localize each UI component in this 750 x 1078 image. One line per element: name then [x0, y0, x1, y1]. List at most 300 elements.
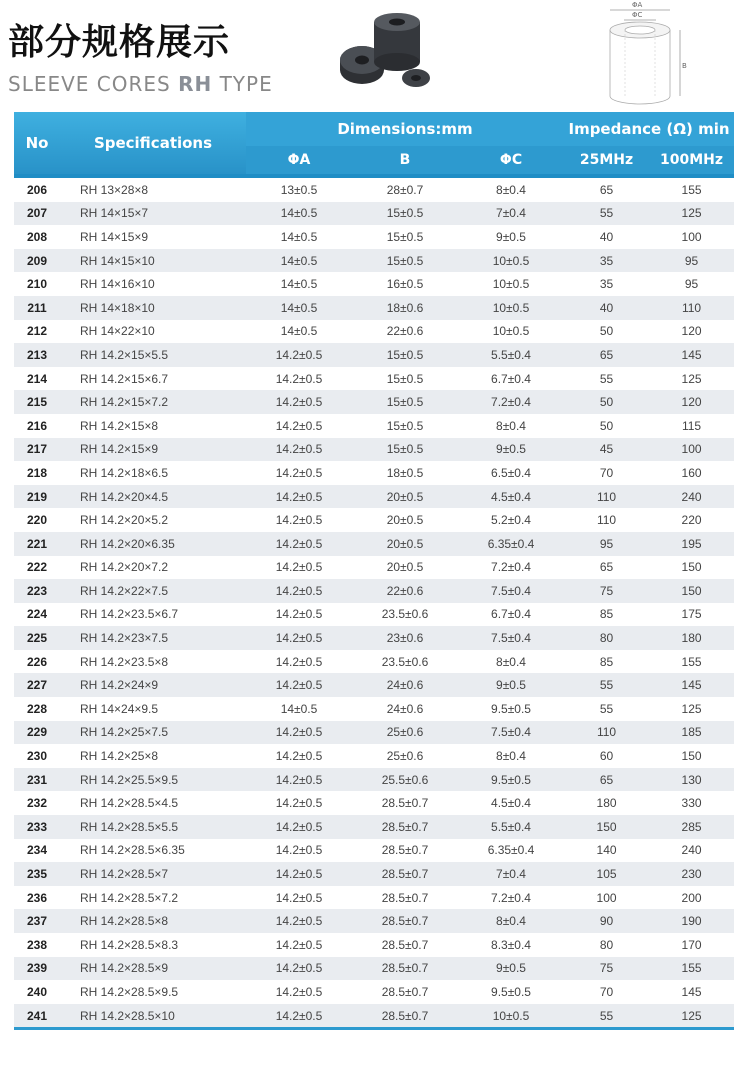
cell-phi-a: 14.2±0.5 — [246, 815, 352, 839]
cell-z100: 170 — [649, 933, 734, 957]
cell-phi-a: 14.2±0.5 — [246, 626, 352, 650]
table-row — [14, 178, 734, 202]
cell-b: 22±0.6 — [352, 320, 458, 344]
table-row — [14, 957, 734, 981]
cell-z100: 155 — [649, 178, 734, 202]
cell-no: 209 — [14, 249, 60, 273]
cell-phi-c: 7.5±0.4 — [458, 721, 564, 745]
table-row — [14, 721, 734, 745]
cell-b: 28.5±0.7 — [352, 933, 458, 957]
cell-no: 229 — [14, 721, 60, 745]
cell-no: 231 — [14, 768, 60, 792]
cell-z100: 145 — [649, 343, 734, 367]
cell-no: 214 — [14, 367, 60, 391]
cell-no: 213 — [14, 343, 60, 367]
cell-no: 206 — [14, 178, 60, 202]
cell-no: 216 — [14, 414, 60, 438]
cell-no: 215 — [14, 390, 60, 414]
table-row — [14, 744, 734, 768]
subtitle-prefix: SLEEVE CORES — [8, 72, 179, 96]
cell-b: 15±0.5 — [352, 249, 458, 273]
cell-z100: 125 — [649, 367, 734, 391]
cell-phi-c: 7.5±0.4 — [458, 579, 564, 603]
col-group-impedance: Impedance (Ω) min — [564, 112, 734, 146]
cell-phi-c: 8±0.4 — [458, 909, 564, 933]
cell-b: 28.5±0.7 — [352, 839, 458, 863]
cell-z25: 75 — [564, 579, 649, 603]
cell-no: 236 — [14, 886, 60, 910]
cell-phi-a: 14.2±0.5 — [246, 532, 352, 556]
cell-phi-c: 8±0.4 — [458, 414, 564, 438]
table-bottom-line — [14, 1027, 734, 1030]
cell-phi-c: 10±0.5 — [458, 272, 564, 296]
cell-z100: 120 — [649, 320, 734, 344]
cell-spec: RH 14.2×28.5×8 — [60, 909, 246, 933]
cell-spec: RH 14.2×25.5×9.5 — [60, 768, 246, 792]
sleeve-cores-image — [330, 12, 450, 92]
cell-b: 20±0.5 — [352, 532, 458, 556]
cell-no: 237 — [14, 909, 60, 933]
cell-no: 218 — [14, 461, 60, 485]
table-row — [14, 508, 734, 532]
cell-phi-c: 9±0.5 — [458, 957, 564, 981]
cell-spec: RH 14.2×20×5.2 — [60, 508, 246, 532]
cell-phi-c: 4.5±0.4 — [458, 791, 564, 815]
table-row — [14, 791, 734, 815]
cell-spec: RH 14.2×15×7.2 — [60, 390, 246, 414]
cell-spec: RH 14×18×10 — [60, 296, 246, 320]
cell-b: 28.5±0.7 — [352, 980, 458, 1004]
cell-no: 219 — [14, 485, 60, 509]
cell-z100: 95 — [649, 249, 734, 273]
cell-phi-c: 7.2±0.4 — [458, 886, 564, 910]
cell-z100: 160 — [649, 461, 734, 485]
cell-phi-a: 14.2±0.5 — [246, 414, 352, 438]
table-row — [14, 650, 734, 674]
cell-b: 23.5±0.6 — [352, 603, 458, 627]
cell-phi-c: 7±0.4 — [458, 862, 564, 886]
table-row — [14, 225, 734, 249]
table-row — [14, 343, 734, 367]
table-row — [14, 556, 734, 580]
cell-z100: 155 — [649, 650, 734, 674]
cell-z100: 100 — [649, 438, 734, 462]
table-row — [14, 839, 734, 863]
cell-spec: RH 14×16×10 — [60, 272, 246, 296]
cell-phi-c: 5.5±0.4 — [458, 343, 564, 367]
table-row — [14, 390, 734, 414]
cell-spec: RH 14×15×7 — [60, 202, 246, 226]
cell-phi-a: 14.2±0.5 — [246, 343, 352, 367]
cell-no: 226 — [14, 650, 60, 674]
col-header-spec: Specifications — [60, 112, 246, 174]
cell-phi-a: 14.2±0.5 — [246, 909, 352, 933]
cell-b: 25±0.6 — [352, 744, 458, 768]
cell-b: 25.5±0.6 — [352, 768, 458, 792]
cell-b: 15±0.5 — [352, 367, 458, 391]
cell-phi-a: 14.2±0.5 — [246, 508, 352, 532]
cell-phi-c: 10±0.5 — [458, 249, 564, 273]
cell-z25: 70 — [564, 980, 649, 1004]
cell-phi-c: 10±0.5 — [458, 1004, 564, 1028]
table-row — [14, 438, 734, 462]
cell-z25: 55 — [564, 202, 649, 226]
cell-no: 235 — [14, 862, 60, 886]
table-body — [14, 178, 734, 1027]
cell-phi-a: 14±0.5 — [246, 272, 352, 296]
cell-z100: 185 — [649, 721, 734, 745]
cell-z25: 100 — [564, 886, 649, 910]
cell-z100: 220 — [649, 508, 734, 532]
cell-z25: 80 — [564, 933, 649, 957]
cell-b: 25±0.6 — [352, 721, 458, 745]
cell-no: 241 — [14, 1004, 60, 1028]
cell-no: 238 — [14, 933, 60, 957]
cell-b: 20±0.5 — [352, 485, 458, 509]
cell-phi-a: 14±0.5 — [246, 296, 352, 320]
table-row — [14, 202, 734, 226]
cell-b: 15±0.5 — [352, 202, 458, 226]
cell-b: 24±0.6 — [352, 697, 458, 721]
cell-z100: 230 — [649, 862, 734, 886]
cell-z25: 90 — [564, 909, 649, 933]
cell-z25: 65 — [564, 178, 649, 202]
table-row — [14, 815, 734, 839]
cell-z25: 65 — [564, 768, 649, 792]
cell-phi-c: 5.2±0.4 — [458, 508, 564, 532]
cell-b: 16±0.5 — [352, 272, 458, 296]
cell-b: 28.5±0.7 — [352, 1004, 458, 1028]
cell-spec: RH 14.2×23×7.5 — [60, 626, 246, 650]
cell-phi-c: 7.2±0.4 — [458, 390, 564, 414]
table-row — [14, 1004, 734, 1028]
cell-no: 223 — [14, 579, 60, 603]
cell-z25: 50 — [564, 320, 649, 344]
cell-no: 224 — [14, 603, 60, 627]
cell-z100: 330 — [649, 791, 734, 815]
cell-z100: 175 — [649, 603, 734, 627]
cell-spec: RH 14.2×25×7.5 — [60, 721, 246, 745]
spec-table — [14, 112, 734, 1027]
cell-z100: 145 — [649, 980, 734, 1004]
cell-no: 210 — [14, 272, 60, 296]
cell-z100: 150 — [649, 744, 734, 768]
cell-z25: 55 — [564, 367, 649, 391]
cell-spec: RH 14×15×10 — [60, 249, 246, 273]
cell-b: 28.5±0.7 — [352, 815, 458, 839]
cell-phi-a: 14.2±0.5 — [246, 1004, 352, 1028]
cell-z100: 150 — [649, 579, 734, 603]
cell-z25: 140 — [564, 839, 649, 863]
cell-z100: 95 — [649, 272, 734, 296]
cell-b: 15±0.5 — [352, 343, 458, 367]
cell-phi-a: 14±0.5 — [246, 225, 352, 249]
cell-phi-a: 14±0.5 — [246, 697, 352, 721]
cell-spec: RH 14.2×28.5×10 — [60, 1004, 246, 1028]
cell-z25: 85 — [564, 603, 649, 627]
cell-no: 220 — [14, 508, 60, 532]
cell-phi-c: 9±0.5 — [458, 673, 564, 697]
table-row — [14, 296, 734, 320]
cell-phi-c: 6.35±0.4 — [458, 532, 564, 556]
cell-z25: 45 — [564, 438, 649, 462]
cell-phi-c: 5.5±0.4 — [458, 815, 564, 839]
cell-phi-c: 8±0.4 — [458, 178, 564, 202]
cell-spec: RH 13×28×8 — [60, 178, 246, 202]
cell-spec: RH 14.2×18×6.5 — [60, 461, 246, 485]
cell-phi-a: 14.2±0.5 — [246, 673, 352, 697]
cell-z25: 80 — [564, 626, 649, 650]
cell-no: 240 — [14, 980, 60, 1004]
cell-phi-c: 6.35±0.4 — [458, 839, 564, 863]
cell-phi-a: 14.2±0.5 — [246, 721, 352, 745]
cell-phi-c: 6.7±0.4 — [458, 367, 564, 391]
cell-spec: RH 14.2×15×8 — [60, 414, 246, 438]
spec-table-wrap — [14, 112, 734, 1030]
table-row — [14, 862, 734, 886]
page-title: 部分规格展示 — [8, 22, 231, 63]
table-row — [14, 414, 734, 438]
cell-z25: 95 — [564, 532, 649, 556]
cell-no: 232 — [14, 791, 60, 815]
cell-phi-c: 10±0.5 — [458, 296, 564, 320]
cell-spec: RH 14.2×28.5×8.3 — [60, 933, 246, 957]
col-header-100mhz: 100MHz — [649, 146, 734, 174]
cell-z25: 65 — [564, 343, 649, 367]
cell-phi-c: 9±0.5 — [458, 438, 564, 462]
table-row — [14, 933, 734, 957]
table-row — [14, 603, 734, 627]
cell-z25: 35 — [564, 249, 649, 273]
cell-phi-a: 14.2±0.5 — [246, 839, 352, 863]
table-row — [14, 980, 734, 1004]
cell-spec: RH 14.2×15×9 — [60, 438, 246, 462]
cell-phi-a: 14.2±0.5 — [246, 650, 352, 674]
cell-b: 22±0.6 — [352, 579, 458, 603]
cell-phi-c: 9.5±0.5 — [458, 697, 564, 721]
cell-z25: 65 — [564, 556, 649, 580]
cell-phi-a: 14.2±0.5 — [246, 768, 352, 792]
cell-phi-c: 6.5±0.4 — [458, 461, 564, 485]
cell-no: 225 — [14, 626, 60, 650]
cell-phi-a: 14.2±0.5 — [246, 791, 352, 815]
cell-no: 222 — [14, 556, 60, 580]
cell-no: 233 — [14, 815, 60, 839]
cell-phi-a: 14.2±0.5 — [246, 980, 352, 1004]
cell-phi-a: 14.2±0.5 — [246, 556, 352, 580]
cell-b: 15±0.5 — [352, 438, 458, 462]
cell-b: 28.5±0.7 — [352, 957, 458, 981]
cell-spec: RH 14.2×28.5×7 — [60, 862, 246, 886]
cell-z25: 55 — [564, 697, 649, 721]
dimension-diagram — [598, 0, 698, 105]
cell-b: 20±0.5 — [352, 556, 458, 580]
cell-phi-a: 14.2±0.5 — [246, 886, 352, 910]
cell-z100: 180 — [649, 626, 734, 650]
cell-z25: 60 — [564, 744, 649, 768]
cell-phi-a: 14±0.5 — [246, 320, 352, 344]
cell-phi-c: 7±0.4 — [458, 202, 564, 226]
cell-no: 230 — [14, 744, 60, 768]
cell-phi-a: 14.2±0.5 — [246, 390, 352, 414]
cell-z100: 285 — [649, 815, 734, 839]
cell-phi-c: 6.7±0.4 — [458, 603, 564, 627]
cell-z25: 110 — [564, 508, 649, 532]
cell-z25: 75 — [564, 957, 649, 981]
cell-phi-a: 14.2±0.5 — [246, 862, 352, 886]
cell-spec: RH 14×15×9 — [60, 225, 246, 249]
cell-b: 28±0.7 — [352, 178, 458, 202]
cell-z100: 115 — [649, 414, 734, 438]
cell-spec: RH 14.2×23.5×6.7 — [60, 603, 246, 627]
cell-z100: 110 — [649, 296, 734, 320]
table-row — [14, 272, 734, 296]
table-row — [14, 579, 734, 603]
cell-no: 212 — [14, 320, 60, 344]
cell-phi-c: 7.2±0.4 — [458, 556, 564, 580]
table-row — [14, 320, 734, 344]
cell-b: 23.5±0.6 — [352, 650, 458, 674]
cell-spec: RH 14.2×23.5×8 — [60, 650, 246, 674]
cell-spec: RH 14.2×15×6.7 — [60, 367, 246, 391]
cell-phi-c: 8±0.4 — [458, 650, 564, 674]
cell-z25: 50 — [564, 390, 649, 414]
cell-z25: 70 — [564, 461, 649, 485]
cell-phi-a: 14.2±0.5 — [246, 603, 352, 627]
table-row — [14, 532, 734, 556]
cell-z100: 150 — [649, 556, 734, 580]
cell-no: 217 — [14, 438, 60, 462]
page-subtitle — [8, 72, 273, 96]
cell-spec: RH 14×24×9.5 — [60, 697, 246, 721]
cell-spec: RH 14.2×20×4.5 — [60, 485, 246, 509]
cell-z100: 240 — [649, 485, 734, 509]
cell-spec: RH 14.2×15×5.5 — [60, 343, 246, 367]
cell-b: 15±0.5 — [352, 225, 458, 249]
cell-z25: 85 — [564, 650, 649, 674]
label-phi-c: ΦC — [632, 11, 643, 19]
col-header-phi-a: ΦA — [246, 146, 352, 174]
table-row — [14, 909, 734, 933]
subtitle-rh: RH — [178, 72, 213, 96]
cell-z100: 130 — [649, 768, 734, 792]
cell-phi-c: 4.5±0.4 — [458, 485, 564, 509]
col-header-phi-c: ΦC — [458, 146, 564, 174]
cell-spec: RH 14.2×20×6.35 — [60, 532, 246, 556]
cell-spec: RH 14.2×28.5×5.5 — [60, 815, 246, 839]
cell-b: 24±0.6 — [352, 673, 458, 697]
cell-no: 221 — [14, 532, 60, 556]
cell-z25: 35 — [564, 272, 649, 296]
cell-phi-a: 14.2±0.5 — [246, 744, 352, 768]
cell-z100: 100 — [649, 225, 734, 249]
table-row — [14, 461, 734, 485]
cell-b: 28.5±0.7 — [352, 862, 458, 886]
cell-z25: 55 — [564, 1004, 649, 1028]
cell-z25: 150 — [564, 815, 649, 839]
cell-z100: 120 — [649, 390, 734, 414]
cell-z25: 50 — [564, 414, 649, 438]
cell-b: 15±0.5 — [352, 390, 458, 414]
cell-phi-c: 9.5±0.5 — [458, 768, 564, 792]
cell-phi-a: 14.2±0.5 — [246, 579, 352, 603]
subtitle-suffix: TYPE — [212, 72, 273, 96]
cell-spec: RH 14.2×22×7.5 — [60, 579, 246, 603]
cell-b: 20±0.5 — [352, 508, 458, 532]
table-row — [14, 485, 734, 509]
cell-phi-a: 14.2±0.5 — [246, 933, 352, 957]
label-phi-a: ΦA — [632, 1, 643, 9]
cell-b: 28.5±0.7 — [352, 886, 458, 910]
cell-b: 28.5±0.7 — [352, 791, 458, 815]
cell-spec: RH 14.2×20×7.2 — [60, 556, 246, 580]
cell-phi-c: 7.5±0.4 — [458, 626, 564, 650]
cell-no: 211 — [14, 296, 60, 320]
cell-z100: 200 — [649, 886, 734, 910]
cell-phi-a: 14±0.5 — [246, 202, 352, 226]
table-row — [14, 768, 734, 792]
cell-no: 208 — [14, 225, 60, 249]
table-row — [14, 626, 734, 650]
cell-spec: RH 14.2×24×9 — [60, 673, 246, 697]
cell-z25: 55 — [564, 673, 649, 697]
cell-z25: 105 — [564, 862, 649, 886]
cell-z100: 195 — [649, 532, 734, 556]
cell-phi-a: 14.2±0.5 — [246, 438, 352, 462]
table-row — [14, 249, 734, 273]
cell-spec: RH 14.2×28.5×7.2 — [60, 886, 246, 910]
cell-phi-a: 14.2±0.5 — [246, 367, 352, 391]
cell-no: 207 — [14, 202, 60, 226]
cell-z25: 40 — [564, 225, 649, 249]
cell-z100: 145 — [649, 673, 734, 697]
cell-z25: 110 — [564, 485, 649, 509]
cell-z100: 125 — [649, 1004, 734, 1028]
cell-z25: 110 — [564, 721, 649, 745]
cell-phi-c: 8±0.4 — [458, 744, 564, 768]
cell-spec: RH 14.2×25×8 — [60, 744, 246, 768]
cell-spec: RH 14.2×28.5×9.5 — [60, 980, 246, 1004]
cell-b: 15±0.5 — [352, 414, 458, 438]
cell-phi-a: 13±0.5 — [246, 178, 352, 202]
cell-z100: 190 — [649, 909, 734, 933]
table-row — [14, 673, 734, 697]
col-group-dimensions: Dimensions:mm — [246, 112, 564, 146]
cell-spec: RH 14.2×28.5×6.35 — [60, 839, 246, 863]
cell-z25: 40 — [564, 296, 649, 320]
cell-phi-a: 14±0.5 — [246, 249, 352, 273]
cell-phi-c: 9.5±0.5 — [458, 980, 564, 1004]
cell-z100: 125 — [649, 697, 734, 721]
cell-z100: 240 — [649, 839, 734, 863]
cell-no: 234 — [14, 839, 60, 863]
cell-b: 28.5±0.7 — [352, 909, 458, 933]
cell-b: 18±0.5 — [352, 461, 458, 485]
cell-z100: 125 — [649, 202, 734, 226]
cell-b: 18±0.6 — [352, 296, 458, 320]
cell-phi-c: 10±0.5 — [458, 320, 564, 344]
cell-phi-a: 14.2±0.5 — [246, 957, 352, 981]
table-row — [14, 886, 734, 910]
label-b: B — [682, 62, 687, 70]
col-header-no: No — [14, 112, 60, 174]
col-header-b: B — [352, 146, 458, 174]
cell-no: 239 — [14, 957, 60, 981]
cell-z25: 180 — [564, 791, 649, 815]
cell-spec: RH 14.2×28.5×4.5 — [60, 791, 246, 815]
cell-phi-c: 9±0.5 — [458, 225, 564, 249]
cell-b: 23±0.6 — [352, 626, 458, 650]
